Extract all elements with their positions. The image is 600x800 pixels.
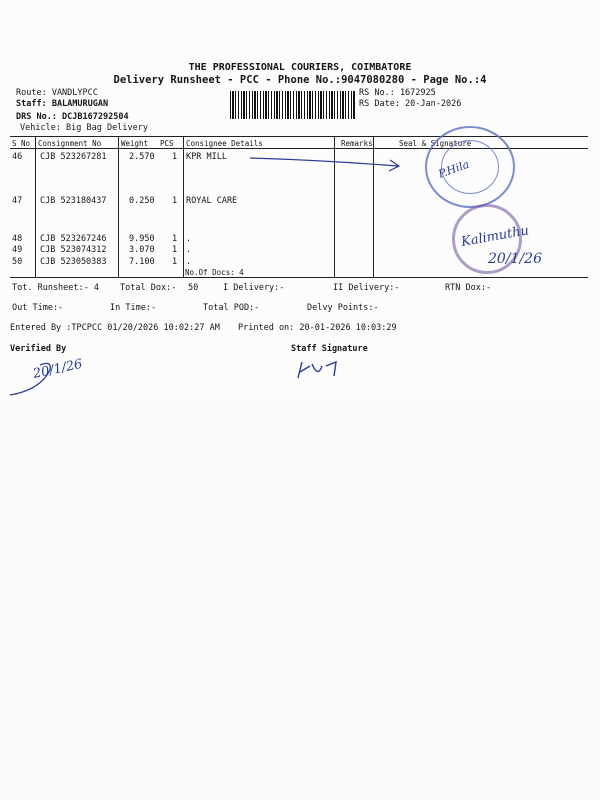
row-sno: 46 xyxy=(12,152,23,162)
row-weight: 0.250 xyxy=(129,196,155,206)
row-consignee: . xyxy=(186,257,192,267)
row-pcs: 1 xyxy=(172,152,178,162)
staff: Staff: BALAMURUGAN xyxy=(16,99,109,109)
row-pcs: 1 xyxy=(172,245,178,255)
row-pcs: 1 xyxy=(172,234,178,244)
col-header-pcs: PCS xyxy=(160,139,174,148)
row-consignment: CJB 523267246 xyxy=(40,234,107,244)
entered-by: Entered By :TPCPCC 01/20/2026 10:02:27 AM xyxy=(10,323,220,333)
ii-delivery: II Delivery:- xyxy=(333,283,400,293)
row-consignee: KPR MILL xyxy=(186,152,227,162)
signature-row48: Kalimuthu xyxy=(460,223,531,250)
out-time: Out Time:- xyxy=(12,303,64,313)
verified-by-label: Verified By xyxy=(10,344,67,354)
tot-runsheet: Tot. Runsheet:- 4 xyxy=(12,283,99,293)
col-header-consignee: Consignee Details xyxy=(186,139,263,148)
company-name: THE PROFESSIONAL COURIERS, COIMBATORE xyxy=(188,62,412,73)
date-row48: 20/1/26 xyxy=(488,251,542,267)
vehicle: Vehicle: Big Bag Delivery xyxy=(20,123,148,133)
row-weight: 2.570 xyxy=(129,152,155,162)
row-weight: 9.950 xyxy=(129,234,155,244)
row-consignment: CJB 523050383 xyxy=(40,257,107,267)
total-dox-label: Total Dox:- xyxy=(120,283,177,293)
col-header-consignment: Consignment No xyxy=(38,139,102,148)
col-header-weight: Weight xyxy=(121,139,149,148)
delvy-points: Delvy Points:- xyxy=(307,303,379,313)
drs-number: DRS No.: DCJB167292504 xyxy=(16,112,129,122)
total-dox-value: 50 xyxy=(188,283,199,293)
verified-date: 20/1/26 xyxy=(31,356,84,382)
rs-number: RS No.: 1672925 xyxy=(359,88,436,98)
blank-page-area xyxy=(0,400,600,800)
row-pcs: 1 xyxy=(172,196,178,206)
staff-signature-label: Staff Signature xyxy=(291,344,368,354)
route: Route: VANDLYPCC xyxy=(16,88,98,98)
total-pod: Total POD:- xyxy=(203,303,260,313)
row-consignment: CJB 523074312 xyxy=(40,245,107,255)
row-consignee: ROYAL CARE xyxy=(186,196,238,206)
rs-date: RS Date: 20-Jan-2026 xyxy=(359,99,462,109)
row-consignment: CJB 523267281 xyxy=(40,152,107,162)
col-header-sno: S No xyxy=(12,139,31,148)
i-delivery: I Delivery:- xyxy=(223,283,285,293)
in-time: In Time:- xyxy=(110,303,157,313)
row-weight: 3.070 xyxy=(129,245,155,255)
rtn-dox: RTN Dox:- xyxy=(445,283,492,293)
row-pcs: 1 xyxy=(172,257,178,267)
row-weight: 7.100 xyxy=(129,257,155,267)
no-of-docs: No.Of Docs: 4 xyxy=(185,268,244,277)
row-sno: 50 xyxy=(12,257,23,267)
row-sno: 47 xyxy=(12,196,23,206)
arrow-line xyxy=(250,158,398,166)
signature-row46: P.Hila xyxy=(436,157,471,181)
runsheet-title: Delivery Runsheet - PCC - Phone No.:9047080280 - Page No.:4 xyxy=(113,74,487,86)
row-consignment: CJB 523180437 xyxy=(40,196,107,206)
row-sno: 49 xyxy=(12,245,23,255)
row-consignee: . xyxy=(186,234,192,244)
col-header-remarks: Remarks xyxy=(341,139,373,148)
row-sno: 48 xyxy=(12,234,23,244)
row-consignee: . xyxy=(186,245,192,255)
staff-signature-scribble xyxy=(298,362,336,378)
printed-on: Printed on: 20-01-2026 10:03:29 xyxy=(238,323,397,333)
col-header-seal-signature: Seal & Signature xyxy=(399,139,472,148)
